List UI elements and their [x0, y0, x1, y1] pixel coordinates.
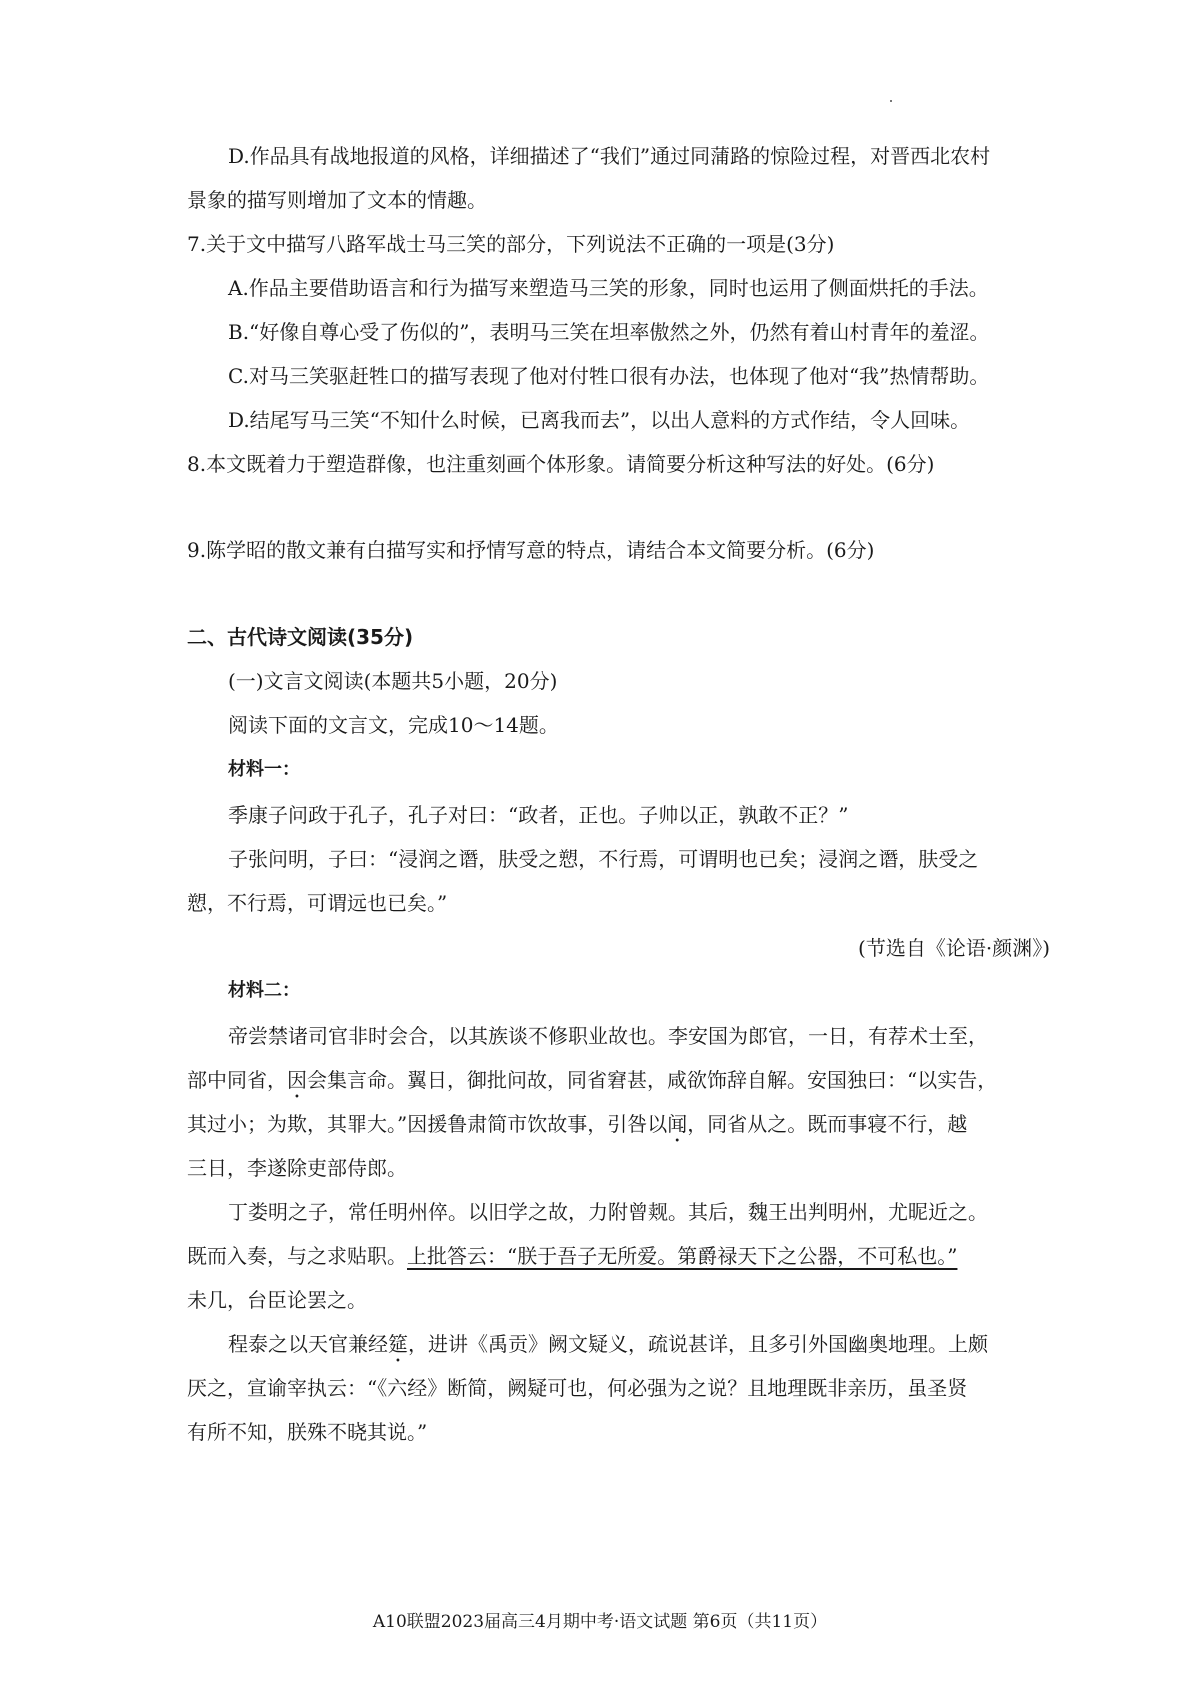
material1-source: (节选自《论语·颜渊》)	[858, 936, 1050, 960]
material2-label: 材料二：	[228, 980, 300, 1001]
material2-p2-line2	[187, 1241, 1050, 1271]
text-segment: 既而入奏，与之求贴职。	[187, 1244, 407, 1268]
q6-option-d-line1: D.作品具有战地报道的风格，详细描述了“我们”通过同蒲路的惊险过程，对晋西北农村	[228, 144, 991, 168]
material2-p1-line2	[187, 1065, 1050, 1103]
text-segment: 会集言命。翼日，御批问故，同省窘甚，咸欲饰辞自解。安国独曰：“以实告，	[307, 1068, 998, 1092]
underlined-sentence: 上批答云：“朕于吾子无所爱。第爵禄天下之公器，不可私也。”	[407, 1244, 958, 1268]
section2-instruction: 阅读下面的文言文，完成10～14题。	[228, 713, 559, 737]
material2-p2-line3: 未几，台臣论罢之。	[187, 1288, 367, 1312]
material2-p1-line1: 帝尝禁诸司官非时会合，以其族谈不修职业故也。李安国为郎官，一日，有荐术士至，	[228, 1024, 988, 1048]
material2-p3-line2: 厌之，宣谕宰执云：“《六经》断简，阙疑可也，何必强为之说？且地理既非亲历，虽圣贤	[187, 1376, 968, 1400]
scan-speck	[890, 100, 892, 102]
q7-stem: 7.关于文中描写八路军战士马三笑的部分，下列说法不正确的一项是(3分)	[187, 232, 835, 256]
q7-option-c: C.对马三笑驱赶牲口的描写表现了他对付牲口很有办法，也体现了他对“我”热情帮助。	[228, 364, 990, 388]
section2-title: 二、古代诗文阅读(35分)	[187, 625, 414, 649]
q8-stem: 8.本文既着力于塑造群像，也注重刻画个体形象。请简要分析这种写法的好处。(6分)	[187, 452, 935, 476]
text-segment: ，同省从之。既而事寝不行，越	[687, 1112, 968, 1136]
material1-paragraph2-line1: 子张问明，子曰：“浸润之谮，肤受之愬，不行焉，可谓明也已矣；浸润之谮，肤受之	[228, 847, 979, 871]
material2-p1-line3	[187, 1109, 1050, 1147]
text-segment: 其过小；为欺，其罪大。”因援鲁肃简市饮故事，引咎以	[187, 1112, 668, 1136]
q9-stem: 9.陈学昭的散文兼有白描写实和抒情写意的特点，请结合本文简要分析。(6分)	[187, 538, 875, 562]
q7-option-b: B.“好像自尊心受了伤似的”，表明马三笑在坦率傲然之外，仍然有着山村青年的羞涩。	[228, 320, 990, 344]
material2-p1-line4: 三日，李遂除吏部侍郎。	[187, 1156, 407, 1180]
text-segment: 程泰之以天官兼经	[228, 1332, 388, 1356]
q6-option-d-line2: 景象的描写则增加了文本的情趣。	[187, 188, 487, 212]
text-segment: 部中同省，	[187, 1068, 287, 1092]
page-footer: A10联盟2023届高三4月期中考·语文试题 第6页（共11页）	[372, 1612, 828, 1632]
emphasized-char: 因	[287, 1068, 307, 1092]
material2-p2-line1: 丁娄明之子，常任明州倅。以旧学之故，力附曾觌。其后，魏王出判明州，尤昵近之。	[228, 1200, 988, 1224]
emphasized-char: 筵	[388, 1332, 408, 1356]
section2-subsection1: (一)文言文阅读(本题共5小题，20分)	[228, 669, 558, 693]
q7-option-a: A.作品主要借助语言和行为描写来塑造马三笑的形象，同时也运用了侧面烘托的手法。	[228, 276, 989, 300]
q7-option-d: D.结尾写马三笑“不知什么时候，已离我而去”，以出人意料的方式作结，令人回味。	[228, 408, 971, 432]
material1-paragraph2-line2: 愬，不行焉，可谓远也已矣。”	[187, 891, 448, 915]
material2-p3-line1	[228, 1329, 1050, 1367]
text-segment: ，进讲《禹贡》阙文疑义，疏说甚详，且多引外国幽奥地理。上颇	[408, 1332, 988, 1356]
material2-p3-line3: 有所不知，朕殊不晓其说。”	[187, 1420, 428, 1444]
material1-label: 材料一：	[228, 759, 300, 780]
material1-paragraph1: 季康子问政于孔子，孔子对曰：“政者，正也。子帅以正，孰敢不正？”	[228, 803, 849, 827]
emphasized-char: 闻	[667, 1112, 688, 1136]
